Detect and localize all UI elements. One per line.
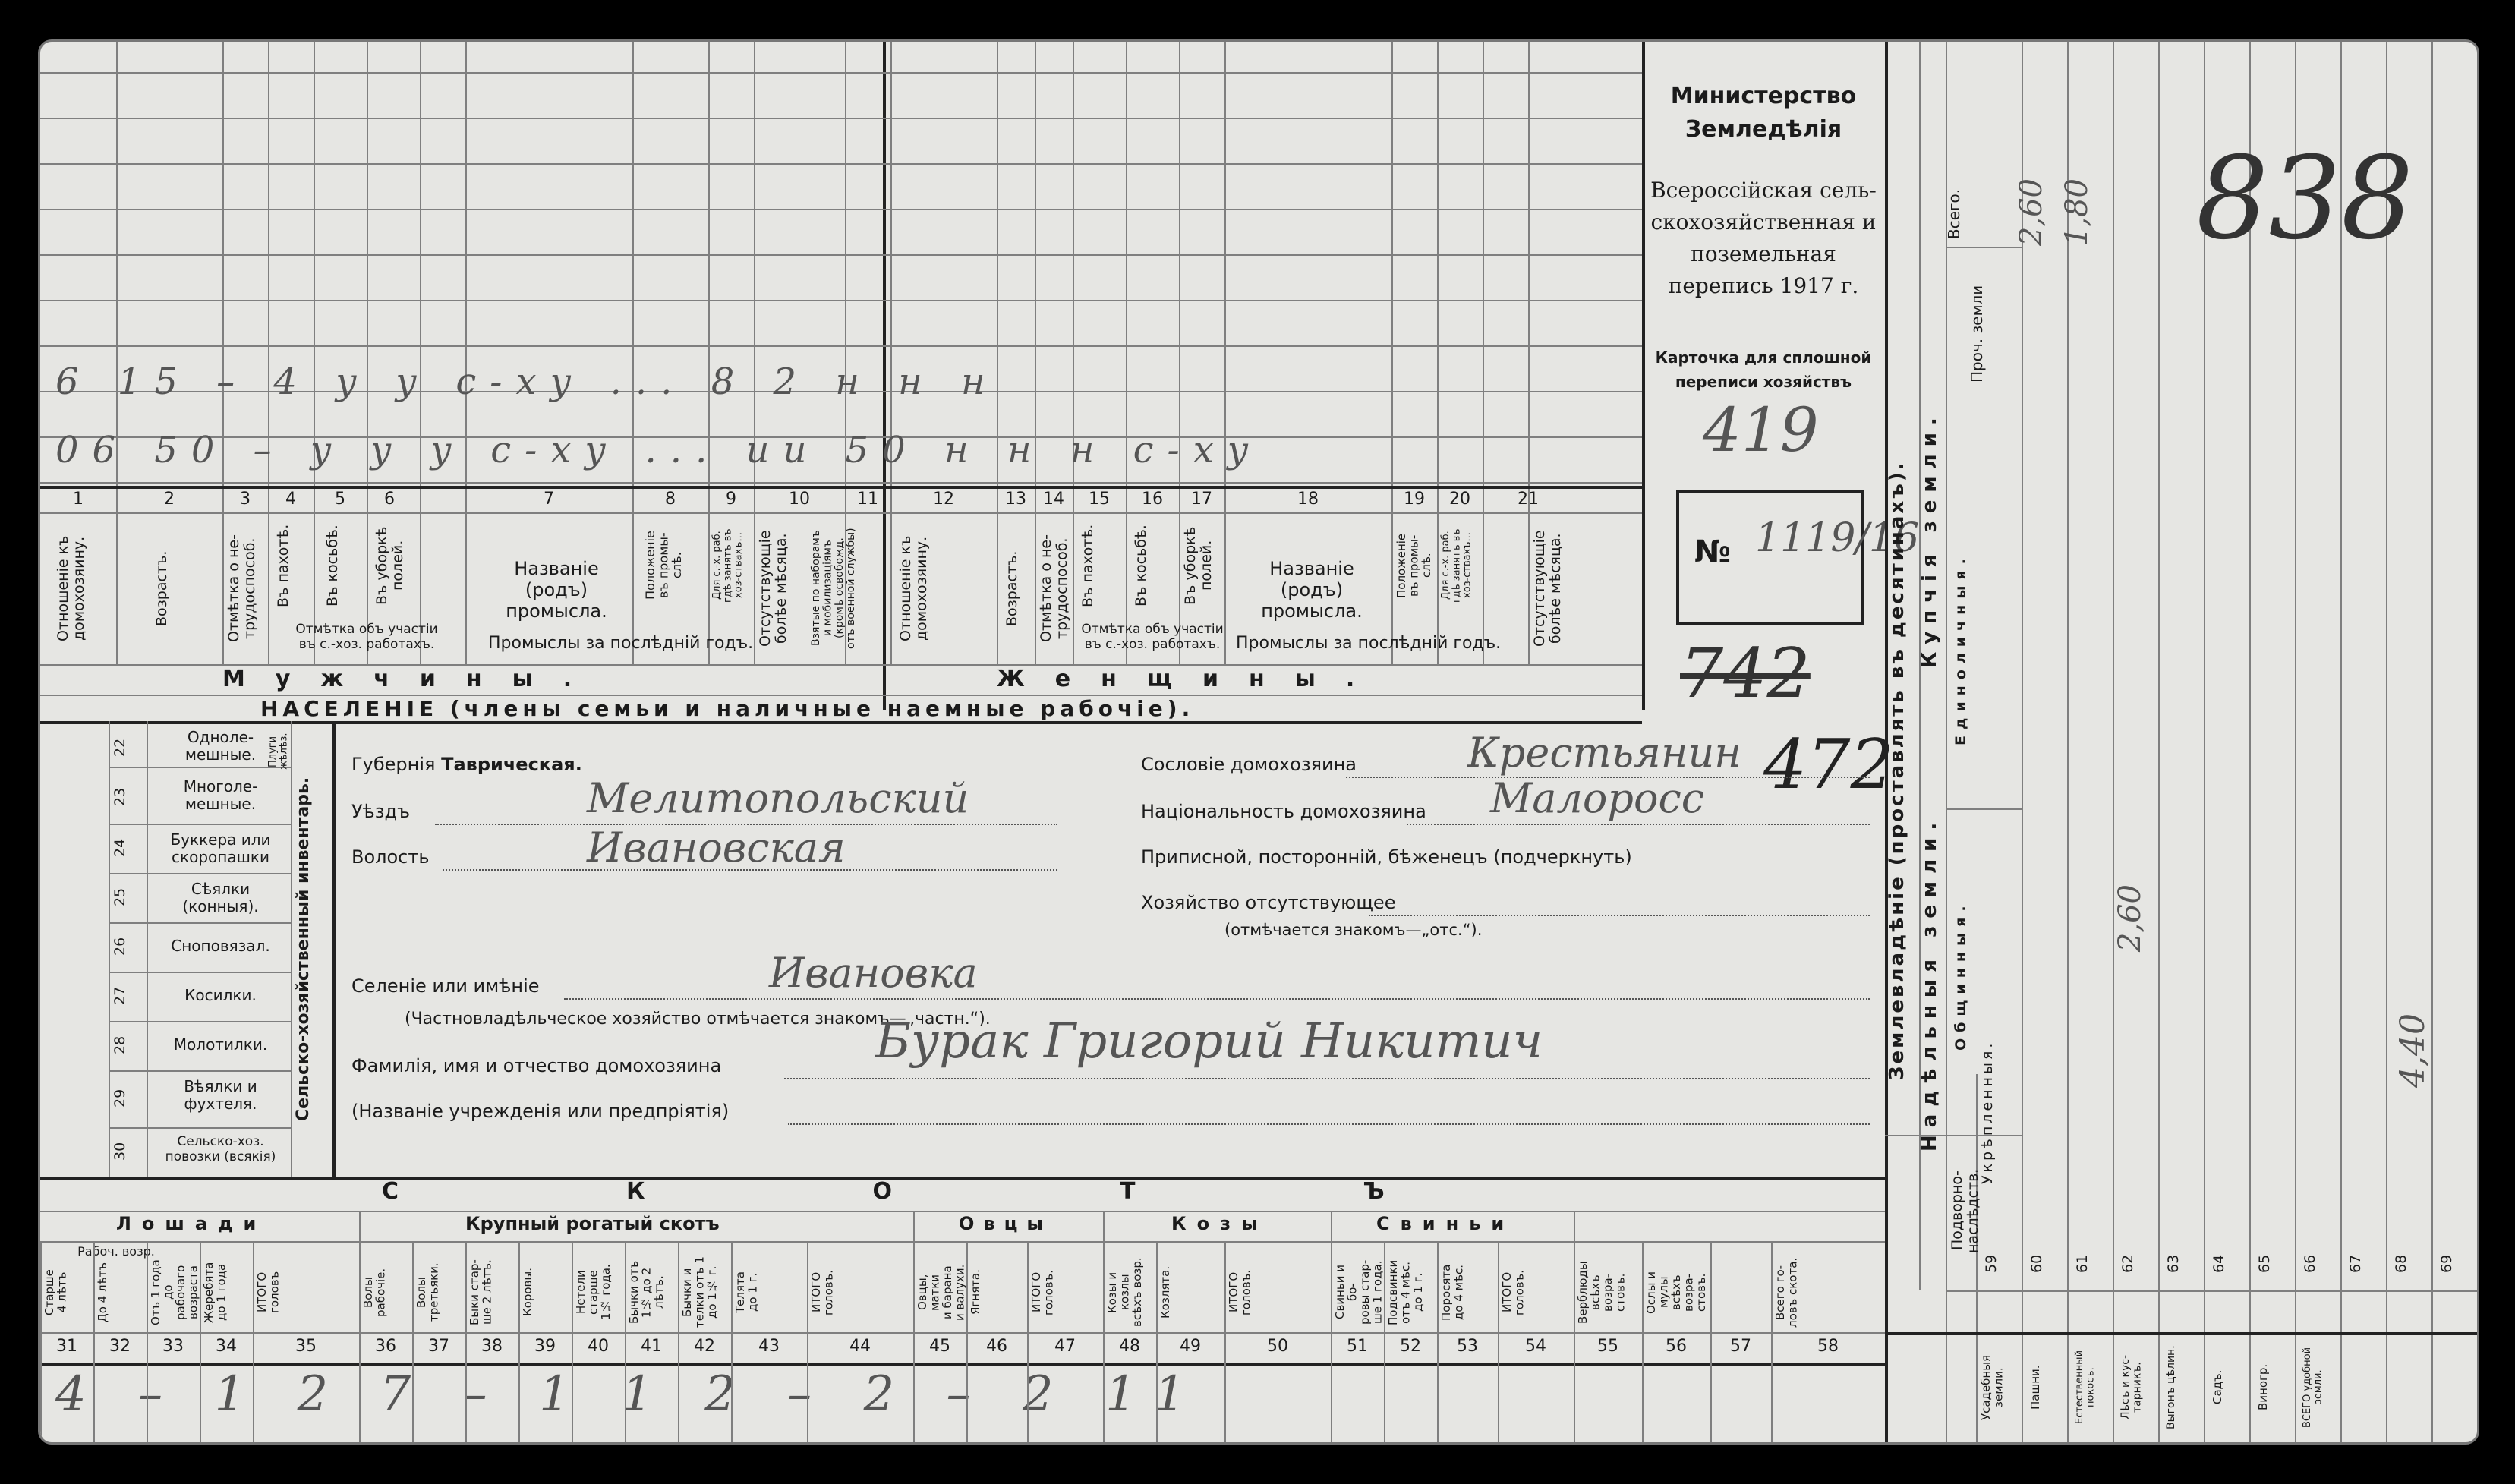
land-bottom-pokos: Естественный покосъ. <box>2074 1350 2097 1425</box>
livestock-col-number: 43 <box>758 1337 780 1356</box>
land-col-number: 60 <box>2028 1254 2045 1274</box>
hw-volost: Ивановская <box>587 824 846 871</box>
livestock-col-number: 53 <box>1457 1337 1478 1356</box>
ministry-line1: Министерство <box>1670 83 1857 109</box>
livestock-col-header: Ягнята. <box>969 1269 982 1315</box>
volost-label: Волость <box>351 846 430 868</box>
livestock-col-divider <box>1156 1241 1158 1442</box>
header-disabled-f: Отмѣтка о не- трудоспособ. <box>1038 534 1070 642</box>
hw-card-number: 1119/16 <box>1755 515 1920 561</box>
livestock-col-number: 55 <box>1597 1337 1618 1356</box>
livestock-col-header: Овцы, матки и барана и валухи. <box>916 1264 967 1321</box>
inventory-item: Многоле- мешные. <box>183 777 258 813</box>
hw-stamp2: 472 <box>1763 725 1894 805</box>
land-col-number: 61 <box>2074 1254 2091 1274</box>
livestock-col-header: Козлята. <box>1158 1265 1172 1319</box>
col-number: 10 <box>789 490 810 509</box>
land-obshch: Общинныя. <box>1952 900 1969 1051</box>
livestock-col-divider <box>1331 1241 1332 1442</box>
livestock-col-divider <box>1642 1241 1644 1442</box>
livestock-col-number: 51 <box>1347 1337 1368 1356</box>
col-number: 8 <box>665 490 676 509</box>
livestock-col-divider <box>518 1241 520 1442</box>
header-trade-position-f: Положеніе въ промы- слѣ. <box>1395 533 1433 598</box>
col-number: 9 <box>726 490 736 509</box>
livestock-col-divider <box>253 1241 254 1442</box>
hw-land-a: 2,60 <box>2014 178 2049 247</box>
livestock-col-number: 45 <box>929 1337 950 1356</box>
livestock-title-text: СКОТЪ <box>382 1178 1612 1205</box>
land-col-number: 64 <box>2211 1254 2227 1274</box>
col-number: 5 <box>335 490 345 509</box>
pripis-label: Приписной, посторонній, бѣженецъ (подчеркнуть) <box>1141 846 1632 868</box>
livestock-col-header: Верблюды всѣхъ возра- стовъ. <box>1576 1261 1628 1324</box>
livestock-col-divider <box>1771 1241 1773 1442</box>
col-number: 21 <box>1518 490 1539 509</box>
livestock-col-divider <box>913 1241 915 1442</box>
hw-land-d: 4,40 <box>2394 1013 2432 1088</box>
guberniya-label <box>351 754 582 775</box>
livestock-col-divider <box>412 1241 414 1442</box>
livestock-col-header: ИТОГО головъ. <box>1227 1269 1253 1315</box>
land-kupch: Купчія земли. <box>1918 410 1941 668</box>
livestock-col-number: 42 <box>694 1337 715 1356</box>
header-plough: Въ пахотѣ. <box>275 524 292 607</box>
livestock-col-divider <box>572 1241 573 1442</box>
col-number: 19 <box>1404 490 1425 509</box>
inventory-num: 28 <box>112 1035 128 1055</box>
livestock-title <box>382 1178 1672 1205</box>
livestock-col-number: 57 <box>1730 1337 1751 1356</box>
livestock-col-header: Быки стар- ше 2 лѣтъ. <box>468 1259 494 1325</box>
col-number: 16 <box>1142 490 1163 509</box>
pigs-label: Свиньи <box>1376 1213 1515 1234</box>
livestock-col-header: Козы и козлы всѣхъ возр. <box>1105 1257 1144 1328</box>
hw-land-c: 2,60 <box>2113 884 2148 953</box>
land-bottom-usad: Усадебныя земли. <box>1979 1354 2006 1420</box>
livestock-col-divider <box>731 1241 733 1442</box>
inventory-num: 27 <box>112 986 128 1006</box>
uyezd-label: Уѣздъ <box>351 801 411 822</box>
livestock-col-header: Ослы и мулы всѣхъ возра- стовъ. <box>1644 1271 1708 1314</box>
hw-selo: Ивановка <box>769 949 978 997</box>
land-bottom-pashni: Пашни. <box>2028 1365 2042 1410</box>
livestock-col-header: Всего го- ловъ скота. <box>1773 1257 1800 1328</box>
goats-label: Козы <box>1171 1213 1269 1234</box>
livestock-col-header: ИТОГО головъ. <box>809 1269 836 1315</box>
land-col-number: 65 <box>2256 1254 2273 1274</box>
inventory-num: 23 <box>112 787 128 807</box>
livestock-col-divider <box>1027 1241 1029 1442</box>
census-card <box>38 39 2479 1445</box>
header-disabled: Отмѣтка о не- трудоспособ. <box>225 534 258 642</box>
livestock-col-divider <box>93 1241 95 1442</box>
livestock-col-divider <box>1384 1241 1385 1442</box>
inventory-num: 22 <box>112 738 128 758</box>
card-number-box <box>1676 490 1920 625</box>
livestock-col-header: Подсвинки отъ 4 мѣс. до 1 г. <box>1386 1259 1425 1325</box>
col-number: 14 <box>1043 490 1064 509</box>
livestock-col-divider <box>1437 1241 1439 1442</box>
inventory-item: Сноповязал. <box>171 937 270 955</box>
livestock-col-header: Волы третьяки. <box>414 1262 441 1322</box>
inventory-num: 30 <box>112 1142 128 1161</box>
institution-label: (Названіе учрежденія или предпріятія) <box>351 1101 730 1122</box>
land-col-number: 68 <box>2393 1254 2409 1274</box>
livestock-col-number: 40 <box>588 1337 609 1356</box>
livestock-col-divider <box>966 1241 968 1442</box>
land-bottom-les: Лѣсъ и кус- тарникъ. <box>2119 1355 2144 1420</box>
header-trade-position: Положеніе въ промы- слѣ. <box>643 531 685 600</box>
land-nadel: Надѣльныя земли. <box>1918 814 1941 1152</box>
livestock-col-header: ИТОГО головъ. <box>1029 1269 1056 1315</box>
col-number: 17 <box>1191 490 1212 509</box>
livestock-col-number: 32 <box>109 1337 131 1356</box>
livestock-col-number: 44 <box>849 1337 871 1356</box>
inventory-title: Сельско-хозяйственный инвентарь. <box>294 777 313 1121</box>
livestock-col-number: 35 <box>295 1337 317 1356</box>
inventory-item: Молотилки. <box>173 1035 268 1054</box>
sheep-label: Овцы <box>959 1213 1053 1234</box>
men-label: Мужчины. <box>222 666 603 692</box>
hw-row2: 06 50 – у у у с-ху ... ии 50 н н н с-ху <box>55 429 1262 471</box>
absent-household-label: Хозяйство отсутствующее <box>1141 892 1396 913</box>
card-type: Карточка для сплошной переписи хозяйствъ <box>1655 348 1872 391</box>
land-proch: Проч. земли <box>1968 285 1986 383</box>
livestock-col-header: Свиньи и бо- ровы стар- ше 1 года. <box>1333 1259 1385 1325</box>
land-col-number: 66 <box>2302 1254 2318 1274</box>
land-col-number: 59 <box>1983 1254 2000 1274</box>
livestock-col-divider <box>1710 1241 1712 1442</box>
col-number: 4 <box>285 490 296 509</box>
header-age-f: Возрастъ. <box>1004 550 1020 626</box>
livestock-col-number: 47 <box>1054 1337 1076 1356</box>
livestock-col-divider <box>147 1241 148 1442</box>
selo-label: Селеніе или имѣніе <box>351 975 540 997</box>
livestock-col-number: 31 <box>56 1337 77 1356</box>
absent-household-note: (отмѣчается знакомъ—„отс.“). <box>1224 921 1483 939</box>
livestock-col-divider <box>678 1241 679 1442</box>
header-relation-f: Отношеніе къ домохозяину. <box>897 535 930 641</box>
header-mobilized: Взятые по наборамъ и мобилизаціямъ (кромѣ освобожд. отъ военной службы) <box>810 528 858 649</box>
soslovie-label: Сословіе домохозяина <box>1141 754 1357 775</box>
livestock-col-header: Отъ 1 года до рабочаго возраста <box>149 1259 200 1325</box>
land-col-number: 62 <box>2119 1254 2136 1274</box>
livestock-col-header <box>1713 1256 1768 1328</box>
land-bottom-total: ВСЕГО удобной земли. <box>2302 1347 2324 1428</box>
col-number: 7 <box>544 490 554 509</box>
livestock-col-number: 52 <box>1400 1337 1421 1356</box>
livestock-col-header: Телята до 1 г. <box>733 1271 760 1313</box>
livestock-col-header: ИТОГО головъ <box>255 1271 282 1314</box>
livestock-col-divider <box>40 1241 42 1442</box>
working-age-label: Рабоч. возр. <box>77 1244 155 1259</box>
col-number: 15 <box>1089 490 1110 509</box>
cattle-label: Крупный рогатый скотъ <box>465 1213 720 1234</box>
livestock-col-divider <box>1574 1241 1575 1442</box>
inventory-num: 24 <box>112 838 128 858</box>
livestock-col-number: 49 <box>1180 1337 1201 1356</box>
ministry-title <box>1650 80 1877 146</box>
header-trade: Названіе (родъ) промысла. <box>506 558 607 622</box>
col-number: 20 <box>1449 490 1470 509</box>
livestock-col-number: 38 <box>481 1337 503 1356</box>
inventory-num: 25 <box>112 887 128 907</box>
guberniya-label-text: Губернія <box>351 754 436 775</box>
inventory-plough: Плуги жѣлѣз. <box>267 733 290 770</box>
trades-last-year-men: Промыслы за послѣдній годъ. <box>488 634 754 653</box>
land-bottom-vinogr: Виногр. <box>2256 1363 2270 1411</box>
header-agri-work: Для с.-х. раб. гдѣ занятъ въ хоз-ствахъ... <box>711 528 745 603</box>
hw-uyezd: Мелитопольский <box>587 774 969 822</box>
col-number: 13 <box>1005 490 1026 509</box>
livestock-col-number: 37 <box>428 1337 449 1356</box>
number-sign: № <box>1694 534 1732 569</box>
header-plough-f: Въ пахотѣ. <box>1079 524 1096 607</box>
header-harvest-f: Въ уборкѣ полей. <box>1182 526 1215 605</box>
col-number: 18 <box>1297 490 1319 509</box>
livestock-col-number: 34 <box>216 1337 237 1356</box>
land-col-number: 63 <box>2165 1254 2182 1274</box>
livestock-col-divider <box>359 1241 361 1442</box>
inventory-num: 26 <box>112 937 128 956</box>
livestock-col-header: ИТОГО головъ. <box>1500 1269 1527 1315</box>
land-vsego: Всего. <box>1945 188 1963 239</box>
livestock-col-number: 56 <box>1666 1337 1687 1356</box>
land-podvorn: Подворно-наслѣдств. <box>1949 1168 1981 1253</box>
inventory-item: Сѣялки (конныя). <box>182 880 259 915</box>
inventory-item: Вѣялки и фухтеля. <box>184 1077 257 1113</box>
livestock-col-header: Коровы. <box>521 1268 534 1317</box>
col-number: 12 <box>933 490 954 509</box>
hw-soslovie: Крестьянин <box>1467 729 1741 777</box>
land-bottom-sad: Садъ. <box>2211 1369 2224 1405</box>
inventory-item: Косилки. <box>184 986 257 1004</box>
population-title: НАСЕЛЕНІЕ (члены семьи и наличные наемные рабочіе). <box>260 696 1195 721</box>
livestock-col-header: Бычки отъ 1½ до 2 лѣтъ. <box>627 1260 666 1325</box>
livestock-col-number: 46 <box>986 1337 1007 1356</box>
header-agri-work-f: Для с.-х. раб. гдѣ занятъ въ хоз-ствахъ... <box>1440 528 1473 603</box>
hw-fio: Бурак Григорий Никитич <box>875 1013 1543 1070</box>
livestock-col-divider <box>625 1241 626 1442</box>
livestock-col-number: 50 <box>1267 1337 1288 1356</box>
ministry-line2: Земледѣлія <box>1685 115 1842 143</box>
horses-label: Лошади <box>116 1213 267 1234</box>
land-col-number: 69 <box>2438 1254 2455 1274</box>
inventory-item: Сельско-хоз. повозки (всякія) <box>165 1134 276 1164</box>
census-title: Всероссійская сель- скохозяйственная и поземельная перепись 1917 г. <box>1650 178 1877 298</box>
livestock-col-number: 58 <box>1817 1337 1839 1356</box>
header-age: Возрастъ. <box>153 550 170 626</box>
guberniya-value: Таврическая. <box>441 754 582 775</box>
work-note-men: Отмѣтка объ участіи въ с.-хоз. работахъ. <box>295 622 438 652</box>
col-number: 2 <box>164 490 175 509</box>
livestock-col-header: Бычки и телки отъ 1 до 1½ г. <box>680 1256 719 1328</box>
livestock-col-divider <box>807 1241 808 1442</box>
hw-land-b: 1,80 <box>2060 178 2094 247</box>
livestock-col-number: 33 <box>162 1337 184 1356</box>
col-number: 11 <box>857 490 878 509</box>
livestock-col-divider <box>1224 1241 1226 1442</box>
land-bottom-vygon: Выгонъ цѣлин. <box>2165 1345 2177 1429</box>
livestock-col-header: Поросята до 4 мѣс. <box>1439 1264 1466 1321</box>
nationality-label: Національность домохозяина <box>1141 801 1426 822</box>
header-relation: Отношеніе къ домохозяину. <box>55 535 87 641</box>
hw-card-code: 419 <box>1703 395 1819 465</box>
livestock-col-divider <box>465 1241 467 1442</box>
livestock-col-header: Жеребята до 1 года <box>202 1262 228 1323</box>
land-edinol: Единоличныя. <box>1952 553 1969 745</box>
header-absent: Отсутствующіе болѣе мѣсяца. <box>757 530 789 647</box>
livestock-col-divider <box>200 1241 201 1442</box>
livestock-col-divider <box>1498 1241 1499 1442</box>
women-label: Женщины. <box>997 666 1385 692</box>
header-mow-f: Въ косьбѣ. <box>1133 525 1149 607</box>
inventory-num: 29 <box>112 1089 128 1108</box>
land-title: Землевладѣніе (проставлять въ десятинахъ). <box>1886 460 1908 1081</box>
livestock-col-number: 39 <box>534 1337 556 1356</box>
col-number: 6 <box>384 490 395 509</box>
livestock-col-number: 54 <box>1525 1337 1546 1356</box>
hw-row1: 6 15 – 4 у у с-ху ... 8 2 н н н <box>55 361 999 403</box>
hw-total-big: 838 <box>2196 133 2414 265</box>
header-mow: Въ косьбѣ. <box>324 525 341 607</box>
inventory-item: Буккера или скоропашки <box>170 830 271 866</box>
trades-last-year-women: Промыслы за послѣдній годъ. <box>1236 634 1502 653</box>
fio-label: Фамилія, имя и отчество домохозяина <box>351 1055 722 1076</box>
land-col-number: 67 <box>2347 1254 2364 1274</box>
livestock-col-header: До 4 лѣтъ <box>96 1262 109 1322</box>
work-note-women: Отмѣтка объ участіи въ с.-хоз. работахъ. <box>1081 622 1224 652</box>
col-number: 3 <box>240 490 251 509</box>
livestock-col-number: 48 <box>1119 1337 1140 1356</box>
livestock-col-header: Нетели старше 1½ года. <box>574 1264 613 1321</box>
land-ukrep: Укрѣпленныя. <box>1979 1040 1996 1184</box>
hw-livestock: 4 – 1 2 7 – 1 1 2 – 2 – 2 11 <box>55 1366 1204 1423</box>
col-number: 1 <box>73 490 84 509</box>
hw-nationality: Малоросс <box>1490 774 1704 822</box>
livestock-col-number: 41 <box>641 1337 662 1356</box>
livestock-col-divider <box>1103 1241 1105 1442</box>
livestock-col-header: Волы рабочіе. <box>361 1268 388 1317</box>
livestock-col-number: 36 <box>375 1337 396 1356</box>
header-trade-f: Названіе (родъ) промысла. <box>1261 558 1363 622</box>
livestock-col-header: Старше 4 лѣтъ <box>43 1269 69 1315</box>
selo-note: (Частновладѣльческое хозяйство отмѣчается знакомъ—„частн.“). <box>405 1010 991 1029</box>
header-harvest: Въ уборкѣ полей. <box>373 526 406 605</box>
inventory-item: Одноле- мешные. <box>184 728 257 764</box>
header-absent-f: Отсутствующіе болѣе мѣсяца. <box>1531 530 1564 647</box>
hw-stamp1: 742 <box>1680 634 1811 714</box>
